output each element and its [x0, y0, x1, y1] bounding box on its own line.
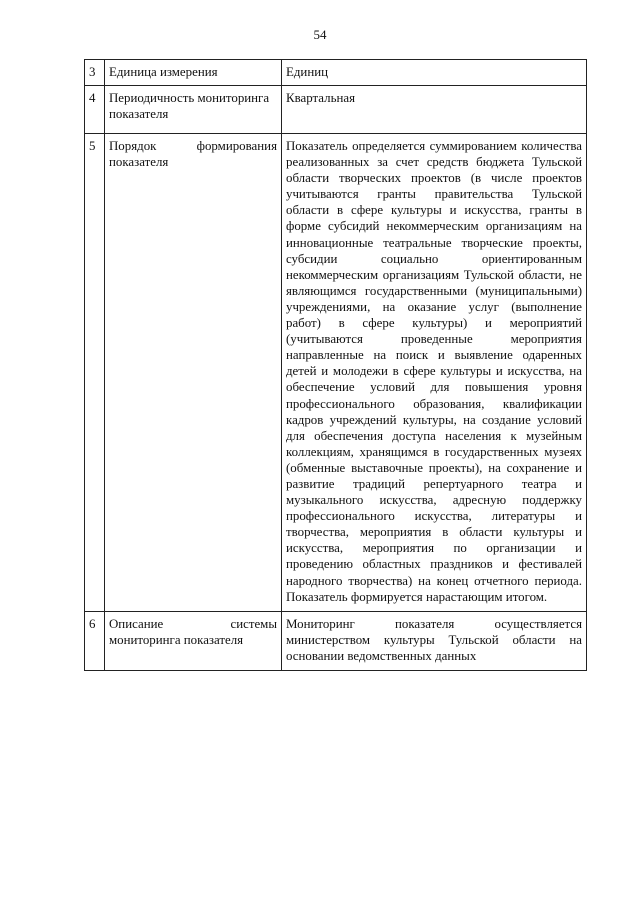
table-row: [85, 134, 587, 612]
row-label: Единица измерения: [105, 60, 282, 86]
row-value: Мониторинг показателя осуществляется министерством культуры Тульской области на основании ведомственных данных: [282, 611, 587, 670]
row-number: 4: [85, 86, 105, 134]
row-label: Порядок формирования показателя: [105, 134, 282, 612]
row-number: 5: [85, 134, 105, 612]
row-number: 6: [85, 611, 105, 670]
row-label: Описание системы мониторинга показателя: [105, 611, 282, 670]
table-row: [85, 611, 587, 670]
page-number: 54: [313, 27, 327, 42]
row-label: Периодичность мониторинга показателя: [105, 86, 282, 134]
table-row: [85, 60, 587, 86]
row-value: Квартальная: [282, 86, 587, 134]
indicator-passport-table: [84, 59, 587, 671]
row-number: 3: [85, 60, 105, 86]
table-row: [85, 86, 587, 134]
row-value: Показатель определяется суммированием количества реализованных за счет средств бюджета Тульской области творческих проектов (в числе проектов учитываются гранты правительства Тульской области в сфере культуры и искусства, гранты в форме субсидий некоммерческим организациям на инновационные театральные творческие проекты, субсидии социально ориентированным некоммерческим организациям Тульской области, не являющимся государственными (муниципальными) учреждениями, на оказание услуг (выполнение работ) в сфере культуры) и мероприятий (учитываются проведенные мероприятия направленные на поиск и выявление одаренных детей и молодежи в сфере культуры и искусства, на обеспечение условий для повышения уровня профессионального образования, квалификации кадров учреждений культуры, на создание условий для обеспечения доступа населения к музейным коллекциям, хранящимся в государственных музеях (обменные выставочные проекты), на сохранение и развитие традиций репертуарного театра и музыкального искусства, адресную поддержку профессионального искусства, литературы и творчества, мероприятия в области культуры и искусства, мероприятия по организации и проведению областных праздников и фестивалей народного творчества) на конец отчетного периода. Показатель формируется нарастающим итогом.: [282, 134, 587, 612]
row-value: Единиц: [282, 60, 587, 86]
